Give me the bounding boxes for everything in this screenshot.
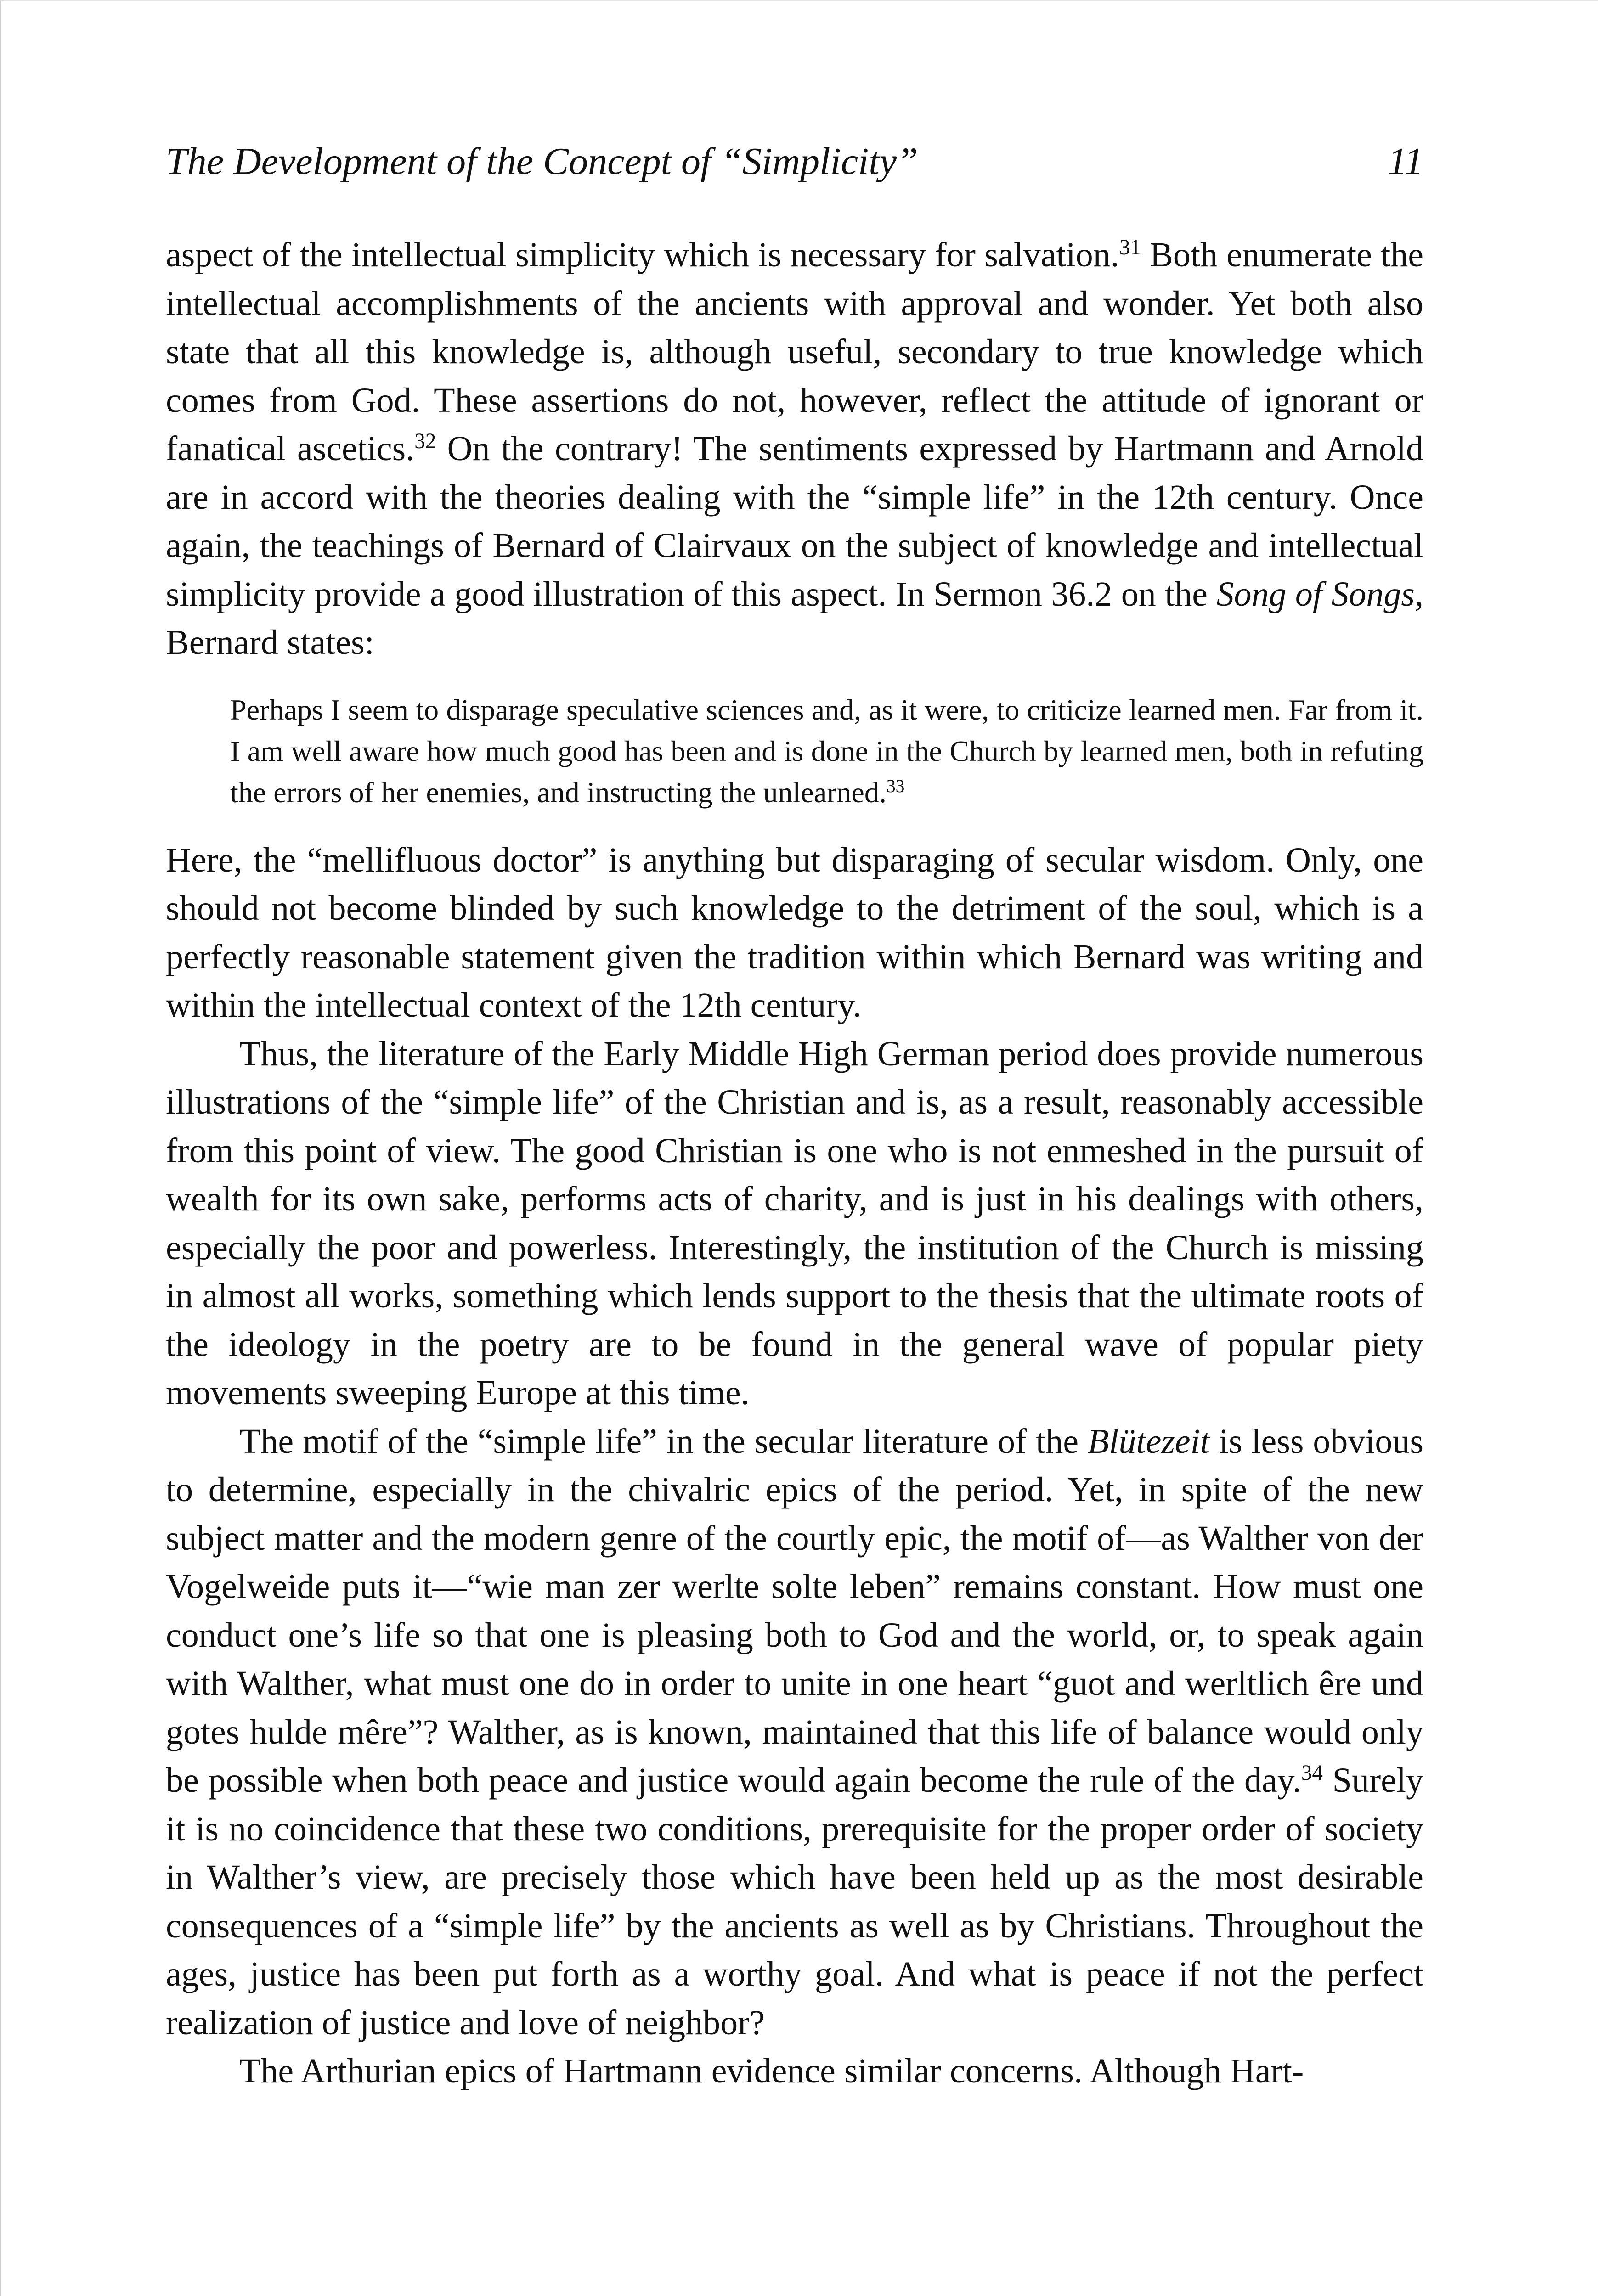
italic-bluetezeit: Blütezeit bbox=[1087, 1422, 1210, 1461]
main-text bbox=[166, 231, 1423, 2096]
footnote-ref-32: 32 bbox=[414, 429, 436, 454]
paragraph-1-text-b: Both enumerate the intellectual accomplishments of the ancients with approval and wonder. Yet both also state that all this knowledge is, although useful, secondary to true knowledge which comes from God. These assertions do not, however, reflect the attitude of ignorant or fanatical ascetics. bbox=[166, 236, 1424, 468]
paragraph-1 bbox=[166, 231, 1423, 667]
block-quote bbox=[230, 689, 1423, 813]
paragraph-1-text-d: Bernard states: bbox=[166, 623, 374, 662]
footnote-ref-33: 33 bbox=[886, 776, 905, 796]
footnote-ref-31: 31 bbox=[1119, 236, 1141, 260]
italic-song-of-songs: Song of Songs, bbox=[1216, 574, 1423, 613]
paragraph-1-text-c: On the contrary! The sentiments expressed by Hartmann and Arnold are in accord with the theories dealing with the “simple life” in the 12th century. Once again, the teachings of Bernard of Clairvaux on the subject of knowledge and intellectual simplicity provide a good illustration of this aspect. In Sermon 36.2 on the bbox=[166, 429, 1423, 613]
paragraph-2: Here, the “mellifluous doctor” is anything but disparaging of secular wisdom. Only, one should not become blinded by such knowledge to the detriment of the soul, which is a perfectly reasonable statement given the tradition within which Bernard was writing and within the intellectual context of the 12th century. bbox=[166, 840, 1423, 1024]
paragraph-4-text-c: Surely it is no coincidence that these two conditions, prerequisite for the proper order of society in Walther’s view, are precisely those which have been held up as the most desirable consequences of a “simple life” by the ancients as well as by Christians. Throughout the ages, justice has been put forth as a worthy goal. And what is peace if not the perfect realization of justice and love of neighbor? bbox=[166, 1761, 1423, 2042]
paragraph-3: Thus, the literature of the Early Middle High German period does provide numerous illustrations of the “simple life” of the Christian and is, as a result, reasonably accessible from this point of view. The good Christian is one who is not enmeshed in the pursuit of wealth for its own sake, performs acts of charity, and is just in his dealings with others, especially the poor and powerless. Interestingly, the institution of the Church is missing in almost all works, something which lends support to the thesis that the ultimate roots of the ideology in the poetry are to be found in the general wave of popular piety movements sweeping Europe at this time. bbox=[166, 1034, 1423, 1412]
running-title: The Development of the Concept of “Simplicity” bbox=[166, 140, 918, 183]
paragraph-5: The Arthurian epics of Hartmann evidence similar concerns. Although Hart- bbox=[239, 2052, 1304, 2090]
footnote-ref-34: 34 bbox=[1301, 1761, 1323, 1785]
paragraph-4 bbox=[166, 1418, 1423, 2048]
running-header bbox=[166, 139, 1423, 190]
block-quote-text: Perhaps I seem to disparage speculative sciences and, as it were, to criticize learned men. Far from it. I am well aware how much good has been and is done in the Church by learned men, both in refuting the errors of her enemies, and instructing the unlearned. bbox=[230, 693, 1423, 809]
paragraph-4-text-a: The motif of the “simple life” in the secular literature of the bbox=[239, 1422, 1088, 1461]
paragraph-1-text-a: aspect of the intellectual simplicity which is necessary for salvation. bbox=[166, 236, 1119, 274]
paragraph-4-text-b: is less obvious to determine, especially in the chivalric epics of the period. Yet, in spite of the new subject matter and the modern genre of the courtly epic, the motif of—as Walther von der Vogelweide puts it—“wie man zer werlte solte leben” remains constant. How must one conduct one’s life so that one is pleasing both to God and the world, or, to speak again with Walther, what must one do in order to unite in one heart “guot and werltlich êre und gotes hulde mêre”? Walther, as is known, maintained that this life of balance would only be possible when both peace and justice would again become the rule of the day. bbox=[166, 1422, 1424, 1800]
page-number: 11 bbox=[1388, 140, 1423, 183]
